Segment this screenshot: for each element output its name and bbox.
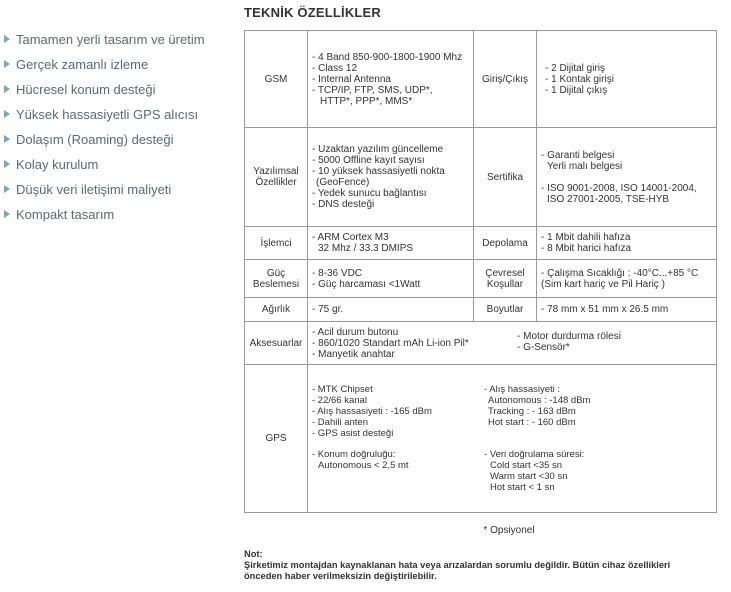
list-item: - G-Sensör* <box>517 341 570 353</box>
list-item: - 5000 Offline kayıt sayısı <box>312 155 425 166</box>
spec-table <box>244 30 717 513</box>
list-item: 32 Mhz / 33.3 DMIPS <box>318 243 414 254</box>
boyutlar-label: Boyutlar <box>474 298 537 322</box>
feature-item: Tamamen yerli tasarım ve üretim <box>4 30 205 55</box>
table-row <box>245 227 717 260</box>
aksesuar-cell <box>308 322 717 365</box>
list-item: - Veri doğrulama süresi: <box>484 449 585 460</box>
guc-cell <box>308 260 474 298</box>
list-item: - 1 Kontak girişi <box>545 73 614 85</box>
triangle-bullet-icon <box>4 110 10 118</box>
triangle-bullet-icon <box>4 35 10 43</box>
aksesuar-label: Aksesuarlar <box>245 322 308 365</box>
list-item: - Güç harcaması <1Watt <box>312 278 421 290</box>
islemci-label: İşlemci <box>245 227 308 260</box>
list-item: Autonomous : -148 dBm <box>488 395 591 406</box>
cevresel-label: Çevresel Koşullar <box>474 260 537 298</box>
list-item: - 1 Dijital çıkış <box>545 84 608 96</box>
gsm-label: GSM <box>245 31 308 128</box>
feature-item: Gerçek zamanlı izleme <box>4 55 205 80</box>
feature-item: Dolaşım (Roaming) desteği <box>4 130 205 155</box>
triangle-bullet-icon <box>4 60 10 68</box>
list-item: - GPS asist desteği <box>312 428 394 439</box>
section-title: TEKNİK ÖZELLİKLER <box>244 5 382 20</box>
list-item: HTTP*, PPP*, MMS* <box>320 95 413 107</box>
agirlik-label: Ağırlık <box>245 298 308 322</box>
list-item: - Garanti belgesi <box>541 149 615 161</box>
list-item: - DNS desteği <box>312 199 375 210</box>
feature-list <box>4 30 205 230</box>
list-item: - 10 yüksek hassasiyetli nokta <box>312 166 445 177</box>
list-item: - 22/66 kanal <box>312 395 367 406</box>
gps-cell <box>308 365 717 513</box>
guc-label: Güç Beslemesi <box>245 260 308 298</box>
list-item: - 860/1020 Standart mAh Li-ion Pil* <box>312 337 469 349</box>
list-item: - Konum doğruluğu: <box>312 449 396 460</box>
list-item: - Uzaktan yazılım güncelleme <box>312 144 444 155</box>
table-row <box>245 31 717 128</box>
list-item <box>541 172 712 183</box>
sertifika-label: Sertifika <box>474 128 537 227</box>
feature-item: Düşük veri iletişimi maliyeti <box>4 180 205 205</box>
cevresel-cell <box>537 260 717 298</box>
list-item: - Alış hassasiyeti : <box>484 384 561 395</box>
gps-label: GPS <box>245 365 308 513</box>
table-row <box>245 298 717 322</box>
list-item: (GeoFence) <box>316 177 370 188</box>
disclaimer-note: Not: Şirketimiz montajdan kaynaklanan hata veya arızalardan sorumlu değildir. Bütün cihaz özellikleri önceden haber verilmeksizin değiştirilebilir. <box>244 549 671 581</box>
feature-item: Yüksek hassasiyetli GPS alıcısı <box>4 105 205 130</box>
giris-cell <box>537 31 717 128</box>
agirlik-value: - 75 gr. <box>308 298 474 322</box>
list-item: - Dahili anten <box>312 417 368 428</box>
triangle-bullet-icon <box>4 185 10 193</box>
list-item: Cold start <35 sn <box>490 460 563 471</box>
triangle-bullet-icon <box>4 85 10 93</box>
list-item: - 2 Dijital giriş <box>545 62 606 74</box>
list-item: - MTK Chipset <box>312 384 373 395</box>
list-item: Warm start <30 sn <box>490 471 568 482</box>
list-item: - Çalışma Sıcaklığı : -40°C...+85 °C <box>541 267 699 279</box>
list-item: Tracking : - 163 dBm <box>488 406 576 417</box>
list-item: - 8 Mbit harici hafıza <box>541 243 632 254</box>
list-item: Hot start : - 160 dBm <box>488 417 576 428</box>
list-item: Hot start < 1 sn <box>490 482 555 493</box>
triangle-bullet-icon <box>4 210 10 218</box>
list-item: - Internal Antenna <box>312 73 391 85</box>
list-item: - Manyetik anahtar <box>312 348 395 360</box>
list-item: Yerli malı belgesi <box>547 160 623 172</box>
list-item: - Motor durdurma rölesi <box>517 330 621 342</box>
feature-item: Kompakt tasarım <box>4 205 205 230</box>
islemci-cell <box>308 227 474 260</box>
table-row <box>245 365 717 513</box>
depolama-cell <box>537 227 717 260</box>
list-item: (Sim kart hariç ve Pil Hariç ) <box>541 278 665 290</box>
list-item: - 4 Band 850-900-1800-1900 Mhz <box>312 51 463 63</box>
list-item: - Yedek sunucu bağlantısı <box>312 188 427 199</box>
list-item: Autonomous < 2,5 mt <box>318 460 409 471</box>
boyutlar-value: - 78 mm x 51 mm x 26.5 mm <box>537 298 717 322</box>
list-item: - ISO 9001-2008, ISO 14001-2004, <box>541 182 697 194</box>
list-item: - TCP/IP, FTP, SMS, UDP*, <box>312 84 433 96</box>
list-item: - Alış hassasiyeti : -165 dBm <box>312 406 432 417</box>
list-item: - Class 12 <box>312 62 358 74</box>
sertifika-cell <box>537 128 717 227</box>
giris-label: Giriş/Çıkış <box>474 31 537 128</box>
feature-item: Hücresel konum desteği <box>4 80 205 105</box>
list-item: ISO 27001-2005, TSE-HYB <box>547 193 670 205</box>
feature-item: Kolay kurulum <box>4 155 205 180</box>
list-item: - Acil durum butonu <box>312 326 399 338</box>
table-row <box>245 322 717 365</box>
list-item: - 1 Mbit dahili hafıza <box>541 232 631 243</box>
yazilim-label: Yazılımsal Özellikler <box>245 128 308 227</box>
gsm-cell <box>308 31 474 128</box>
footnote: * Opsiyonel <box>483 525 535 536</box>
list-item: - ARM Cortex M3 <box>312 232 389 243</box>
depolama-label: Depolama <box>474 227 537 260</box>
list-item: - 8-36 VDC <box>312 267 363 279</box>
yazilim-cell <box>308 128 474 227</box>
triangle-bullet-icon <box>4 135 10 143</box>
triangle-bullet-icon <box>4 160 10 168</box>
table-row <box>245 128 717 227</box>
table-row <box>245 260 717 298</box>
